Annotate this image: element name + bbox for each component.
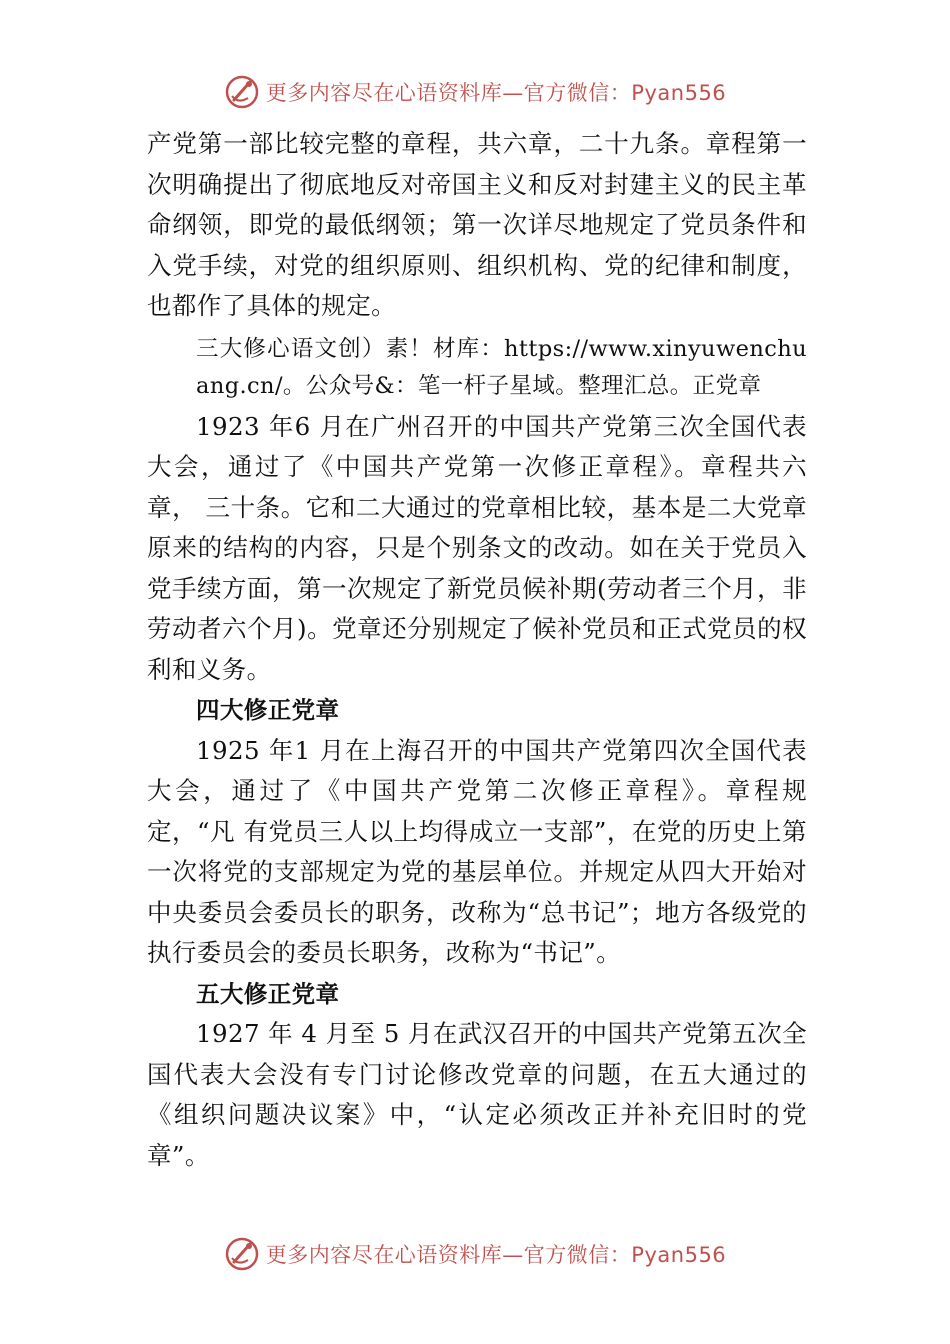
banner-text: 更多内容尽在心语资料库—官方微信：Pyan556 — [265, 81, 727, 105]
header-banner — [0, 72, 950, 112]
paragraph-fourth-congress: 1925 年1 月在上海召开的中国共产党第四次全国代表大会，通过了《中国共产党第二次修正章程》。章程规定，“凡 有党员三人以上均得成立一支部”，在党的历史上第一次将党的支部规定为党的基层单位。并规定从四大开始对中央委员会委员长的职务，改称为“总书记”；地方各级党的执行委员会的委员长职务，改称为“书记”。 — [147, 735, 807, 967]
pen-logo-icon — [224, 1236, 260, 1272]
banner-text: 更多内容尽在心语资料库—官方微信：Pyan556 — [265, 1243, 727, 1267]
pen-logo-icon — [224, 74, 260, 110]
paragraph-fifth-congress: 1927 年 4 月至 5 月在武汉召开的中国共产党第五次全国代表大会没有专门讨论修改党章的问题，在五大通过的《组织问题决议案》中，“认定必须改正并补充旧时的党章”。 — [147, 1019, 807, 1170]
footer-banner — [0, 1234, 950, 1274]
paragraph-third-congress: 1923 年6 月在广州召开的中国共产党第三次全国代表大会，通过了《中国共产党第一次修正章程》。章程共六章， 三十条。它和二大通过的党章相比较，基本是二大党章原来的结构的内容，只是个别条文的改动。如在关于党员入党手续方面，第一次规定了新党员候补期(劳动者三个月，非劳动者六个月)。党章还分别规定了候补党员和正式党员的权利和义务。 — [147, 411, 807, 684]
heading-fifth-congress: 五大修正党章 — [196, 979, 340, 1008]
watermark-note: 三大修心语文创）素！材库：https://www.xinyuwenchuang.cn/。公众号&：笔一杆子星域。整理汇总。正党章 — [196, 335, 807, 399]
heading-fourth-congress: 四大修正党章 — [196, 696, 340, 724]
paragraph-intro-continued: 产党第一部比较完整的章程，共六章，二十九条。章程第一次明确提出了彻底地反对帝国主义和反对封建主义的民主革命纲领，即党的最低纲领；第一次详尽地规定了党员条件和入党手续，对党的组织原则、组织机构、党的纪律和制度，也都作了具体的规定。 — [147, 129, 807, 320]
document-body — [147, 124, 807, 1176]
